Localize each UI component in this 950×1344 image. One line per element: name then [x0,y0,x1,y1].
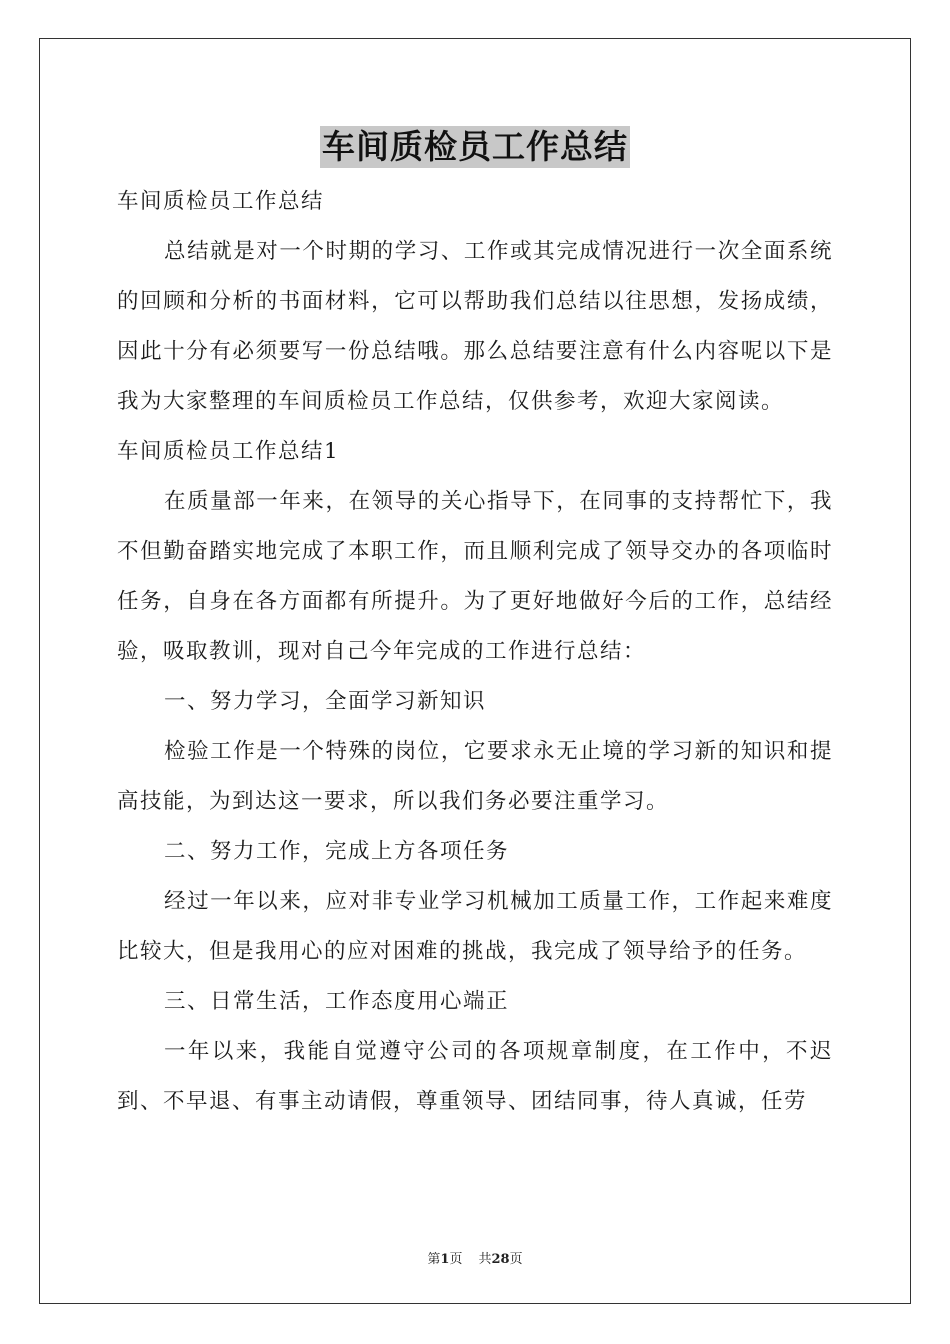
paragraph: 检验工作是一个特殊的岗位，它要求永无止境的学习新的知识和提高技能，为到达这一要求，所以我们务必要注重学习。 [117,739,833,814]
total-pages-number: 28 [491,1252,510,1267]
page-footer [0,1248,950,1267]
paragraph: 在质量部一年来，在领导的关心指导下，在同事的支持帮忙下，我不但勤奋踏实地完成了本职工作，而且顺利完成了领导交办的各项临时任务，自身在各方面都有所提升。为了更好地做好今后的工作，总结经验，吸取教训，现对自己今年完成的工作进行总结： [117,489,833,664]
section-heading: 一、努力学习，全面学习新知识 [164,689,487,714]
paragraph: 车间质检员工作总结 [117,189,325,214]
total-suffix: 页 [509,1252,523,1267]
section-heading: 三、日常生活，工作态度用心端正 [164,989,510,1014]
paragraph: 车间质检员工作总结1 [117,439,340,464]
paragraph: 总结就是对一个时期的学习、工作或其完成情况进行一次全面系统的回顾和分析的书面材料，它可以帮助我们总结以往思想，发扬成绩，因此十分有必须要写一份总结哦。那么总结要注意有什么内容呢以下是我为大家整理的车间质检员工作总结，仅供参考，欢迎大家阅读。 [117,239,833,414]
section-heading: 二、努力工作，完成上方各项任务 [164,839,510,864]
title-container [0,126,950,168]
paragraph: 一年以来，我能自觉遵守公司的各项规章制度，在工作中，不迟到、不早退、有事主动请假，尊重领导、团结同事，待人真诚，任劳 [117,1039,833,1114]
document-title: 车间质检员工作总结 [322,127,628,166]
page-suffix: 页 [449,1252,463,1267]
document-body [117,177,833,1127]
paragraph: 经过一年以来，应对非专业学习机械加工质量工作，工作起来难度比较大，但是我用心的应对困难的挑战，我完成了领导给予的任务。 [117,889,833,964]
current-page-number: 1 [440,1252,450,1267]
page-prefix: 第 [427,1252,441,1267]
total-prefix: 共 [478,1252,492,1267]
